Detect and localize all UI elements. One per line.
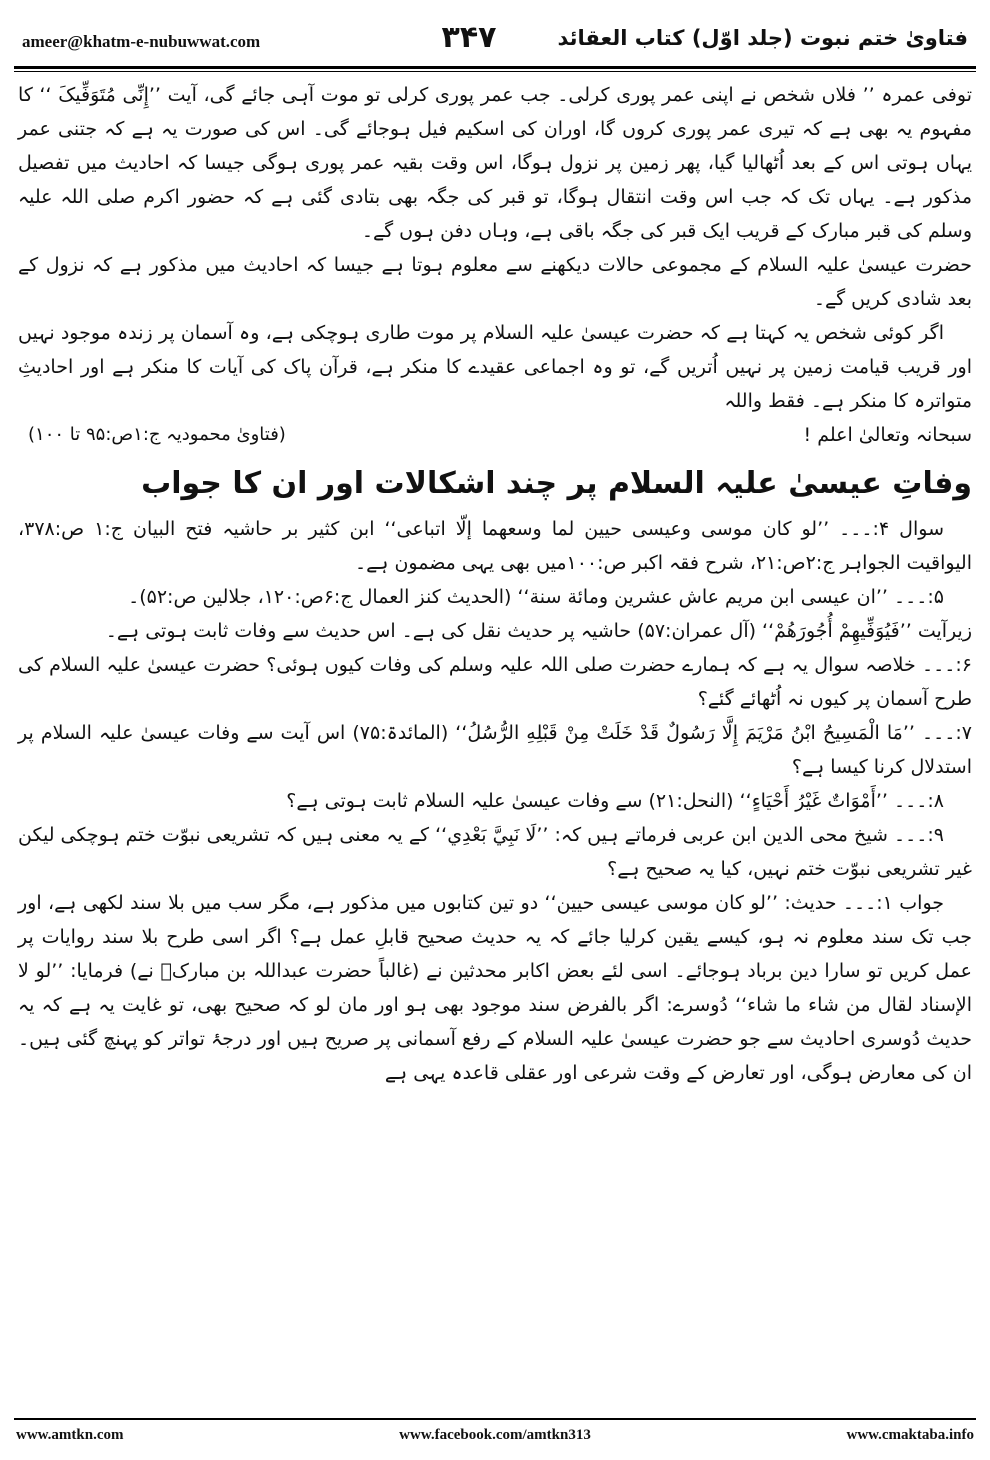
footer-site-link[interactable]: www.amtkn.com [16, 1427, 124, 1443]
paragraph-3: اگر کوئی شخص یہ کہتا ہے کہ حضرت عیسیٰ علیہ السلام پر موت طاری ہوچکی ہے، وہ آسمان پر زندہ موجود نہیں اور قریب قیامت زمین پر نہیں اُتریں گے، تو وہ اجماعی عقیدے کا منکر ہے، قرآن پاک کی آیات کا منکر ہے اور احادیثِ متواترہ کا منکر ہے۔ فقط واللہ [18, 322, 972, 412]
page-body [18, 78, 972, 1090]
reference-line [18, 418, 972, 452]
page-number: ۳۴۷ [441, 20, 497, 55]
question-7: ۷:۔۔۔ ’’مَا الْمَسِيحُ ابْنُ مَرْيَمَ إِلَّا رَسُولٌ قَدْ خَلَتْ مِنْ قَبْلِهِ الرُّسُلُ‘‘ (المائدۃ:۷۵) اس آیت سے وفات عیسیٰ علیہ السلام پر استدلال کرنا کیسا ہے؟ [18, 722, 972, 778]
footer-rule [14, 1418, 976, 1420]
page-header [14, 20, 976, 70]
footer-facebook-link[interactable]: www.facebook.com/amtkn313 [399, 1427, 591, 1443]
header-email: ameer@khatm-e-nubuwwat.com [22, 32, 261, 51]
question-4: سوال ۴:۔۔۔ ’’لو کان موسی وعیسی حیین لما وسعهما إلّا اتباعی‘‘ ابن کثیر بر حاشیہ فتح البیان ج:۱ ص:۳۷۸، الیواقیت الجواہر ج:۲ص:۲۱، شرح فقہ اکبر ص:۱۰۰میں بھی یہی مضمون ہے۔ [18, 518, 972, 574]
header-rule-thin [14, 71, 976, 72]
paragraph-3-end: سبحانہ وتعالیٰ اعلم ! [803, 424, 972, 446]
footer-maktaba-link[interactable]: www.cmaktaba.info [846, 1427, 974, 1443]
fatawa-reference: (فتاویٰ محمودیہ ج:۱ص:۹۵ تا ۱۰۰) [28, 424, 286, 445]
paragraph-1: توفی عمرہ ’’ فلاں شخص نے اپنی عمر پوری کرلی۔ جب عمر پوری کرلی تو موت آہی جائے گی، آیت ’’إِنِّی مُتَوَفِّیکَ ‘‘ کا مفہوم یہ بھی ہے کہ تیری عمر پوری کروں گا، اوران کی اسکیم فیل ہوجائے گی۔ اس کی صورت یہ ہے کہ جتنی عمر یہاں ہوتی اس کے بعد اُٹھالیا گیا، پھر زمین پر نزول ہوگا، اس وقت بقیہ عمر پوری ہوگی جیسا کہ احادیث میں تفصیل مذکور ہے۔ یہاں تک کہ جب اس وقت انتقال ہوگا، تو قبر کی جگہ بھی بتادی گئی ہے کہ حضور اکرم صلی اللہ علیہ وسلم کی قبر مبارک کے قریب ایک قبر کی جگہ باقی ہے، وہاں دفن ہوں گے۔ [18, 84, 972, 242]
question-6: ۶:۔۔۔ خلاصہ سوال یہ ہے کہ ہمارے حضرت صلی اللہ علیہ وسلم کی وفات کیوں ہوئی؟ حضرت عیسیٰ علیہ السلام کی طرح آسمان پر کیوں نہ اُٹھائے گئے؟ [18, 654, 972, 710]
question-5: ۵:۔۔۔ ’’ان عیسی ابن مریم عاش عشرین ومائة سنة‘‘ (الحدیث کنز العمال ج:۶ص:۱۲۰، جلالین ص:۵۲)۔ [128, 586, 944, 608]
answer-1: جواب ۱:۔۔۔ حدیث: ’’لو کان موسی عیسی حیین‘‘ دو تین کتابوں میں مذکور ہے، مگر سب میں بلا سند لکھی ہے، اور جب تک سند معلوم نہ ہو، کیسے یقین کرلیا جائے کہ یہ حدیث صحیح قابلِ عمل ہے؟ اگر اسی طرح بلا سند روایات پر عمل کریں تو سارا دین برباد ہوجائے۔ اسی لئے بعض اکابر محدثین نے (غالباً حضرت عبداللہ بن مبارکؒ نے) فرمایا: ’’لو لا الإسناد لقال من شاء ما شاء‘‘ دُوسرے: اگر بالفرض سند موجود بھی ہو اور مان لو کہ صحیح بھی، تو غایت یہ ہے کہ یہ حدیث دُوسری احادیث سے جو حضرت عیسیٰ علیہ السلام کے رفع آسمانی پر صریح ہیں اور درجۂ تواتر کو پہنچ گئی ہیں۔ ان کی معارض ہوگی، اور تعارض کے وقت شرعی اور عقلی قاعدہ یہی ہے [18, 892, 972, 1084]
question-8: ۸:۔۔۔ ’’أَمْوَاتٌ غَيْرُ أَحْيَاءٍ‘‘ (النحل:۲۱) سے وفات عیسیٰ علیہ السلام ثابت ہوتی ہے؟ [286, 790, 944, 812]
header-rule [14, 66, 976, 69]
question-5-note: زیرآیت ’’فَيُوَفِّيهِمْ أُجُورَهُمْ‘‘ (آل عمران:۵۷) حاشیہ پر حدیث نقل کی ہے۔ اس حدیث سے وفات ثابت ہوتی ہے۔ [105, 620, 972, 642]
question-9: ۹:۔۔۔ شیخ محی الدین ابن عربی فرماتے ہیں کہ: ’’لَا نَبِيَّ بَعْدِي‘‘ کے یہ معنی ہیں کہ تشریعی نبوّت ختم ہوچکی لیکن غیر تشریعی نبوّت ختم نہیں، کیا یہ صحیح ہے؟ [18, 824, 972, 880]
section-heading: وفاتِ عیسیٰ علیہ السلام پر چند اشکالات اور ان کا جواب [141, 466, 972, 501]
book-title: فتاویٰ ختم نبوت (جلد اوّل) کتاب العقائد [557, 26, 968, 50]
paragraph-2: حضرت عیسیٰ علیہ السلام کے مجموعی حالات دیکھنے سے معلوم ہوتا ہے جیسا کہ احادیث میں مذکور ہے کہ نزول کے بعد شادی کریں گے۔ [18, 254, 972, 310]
